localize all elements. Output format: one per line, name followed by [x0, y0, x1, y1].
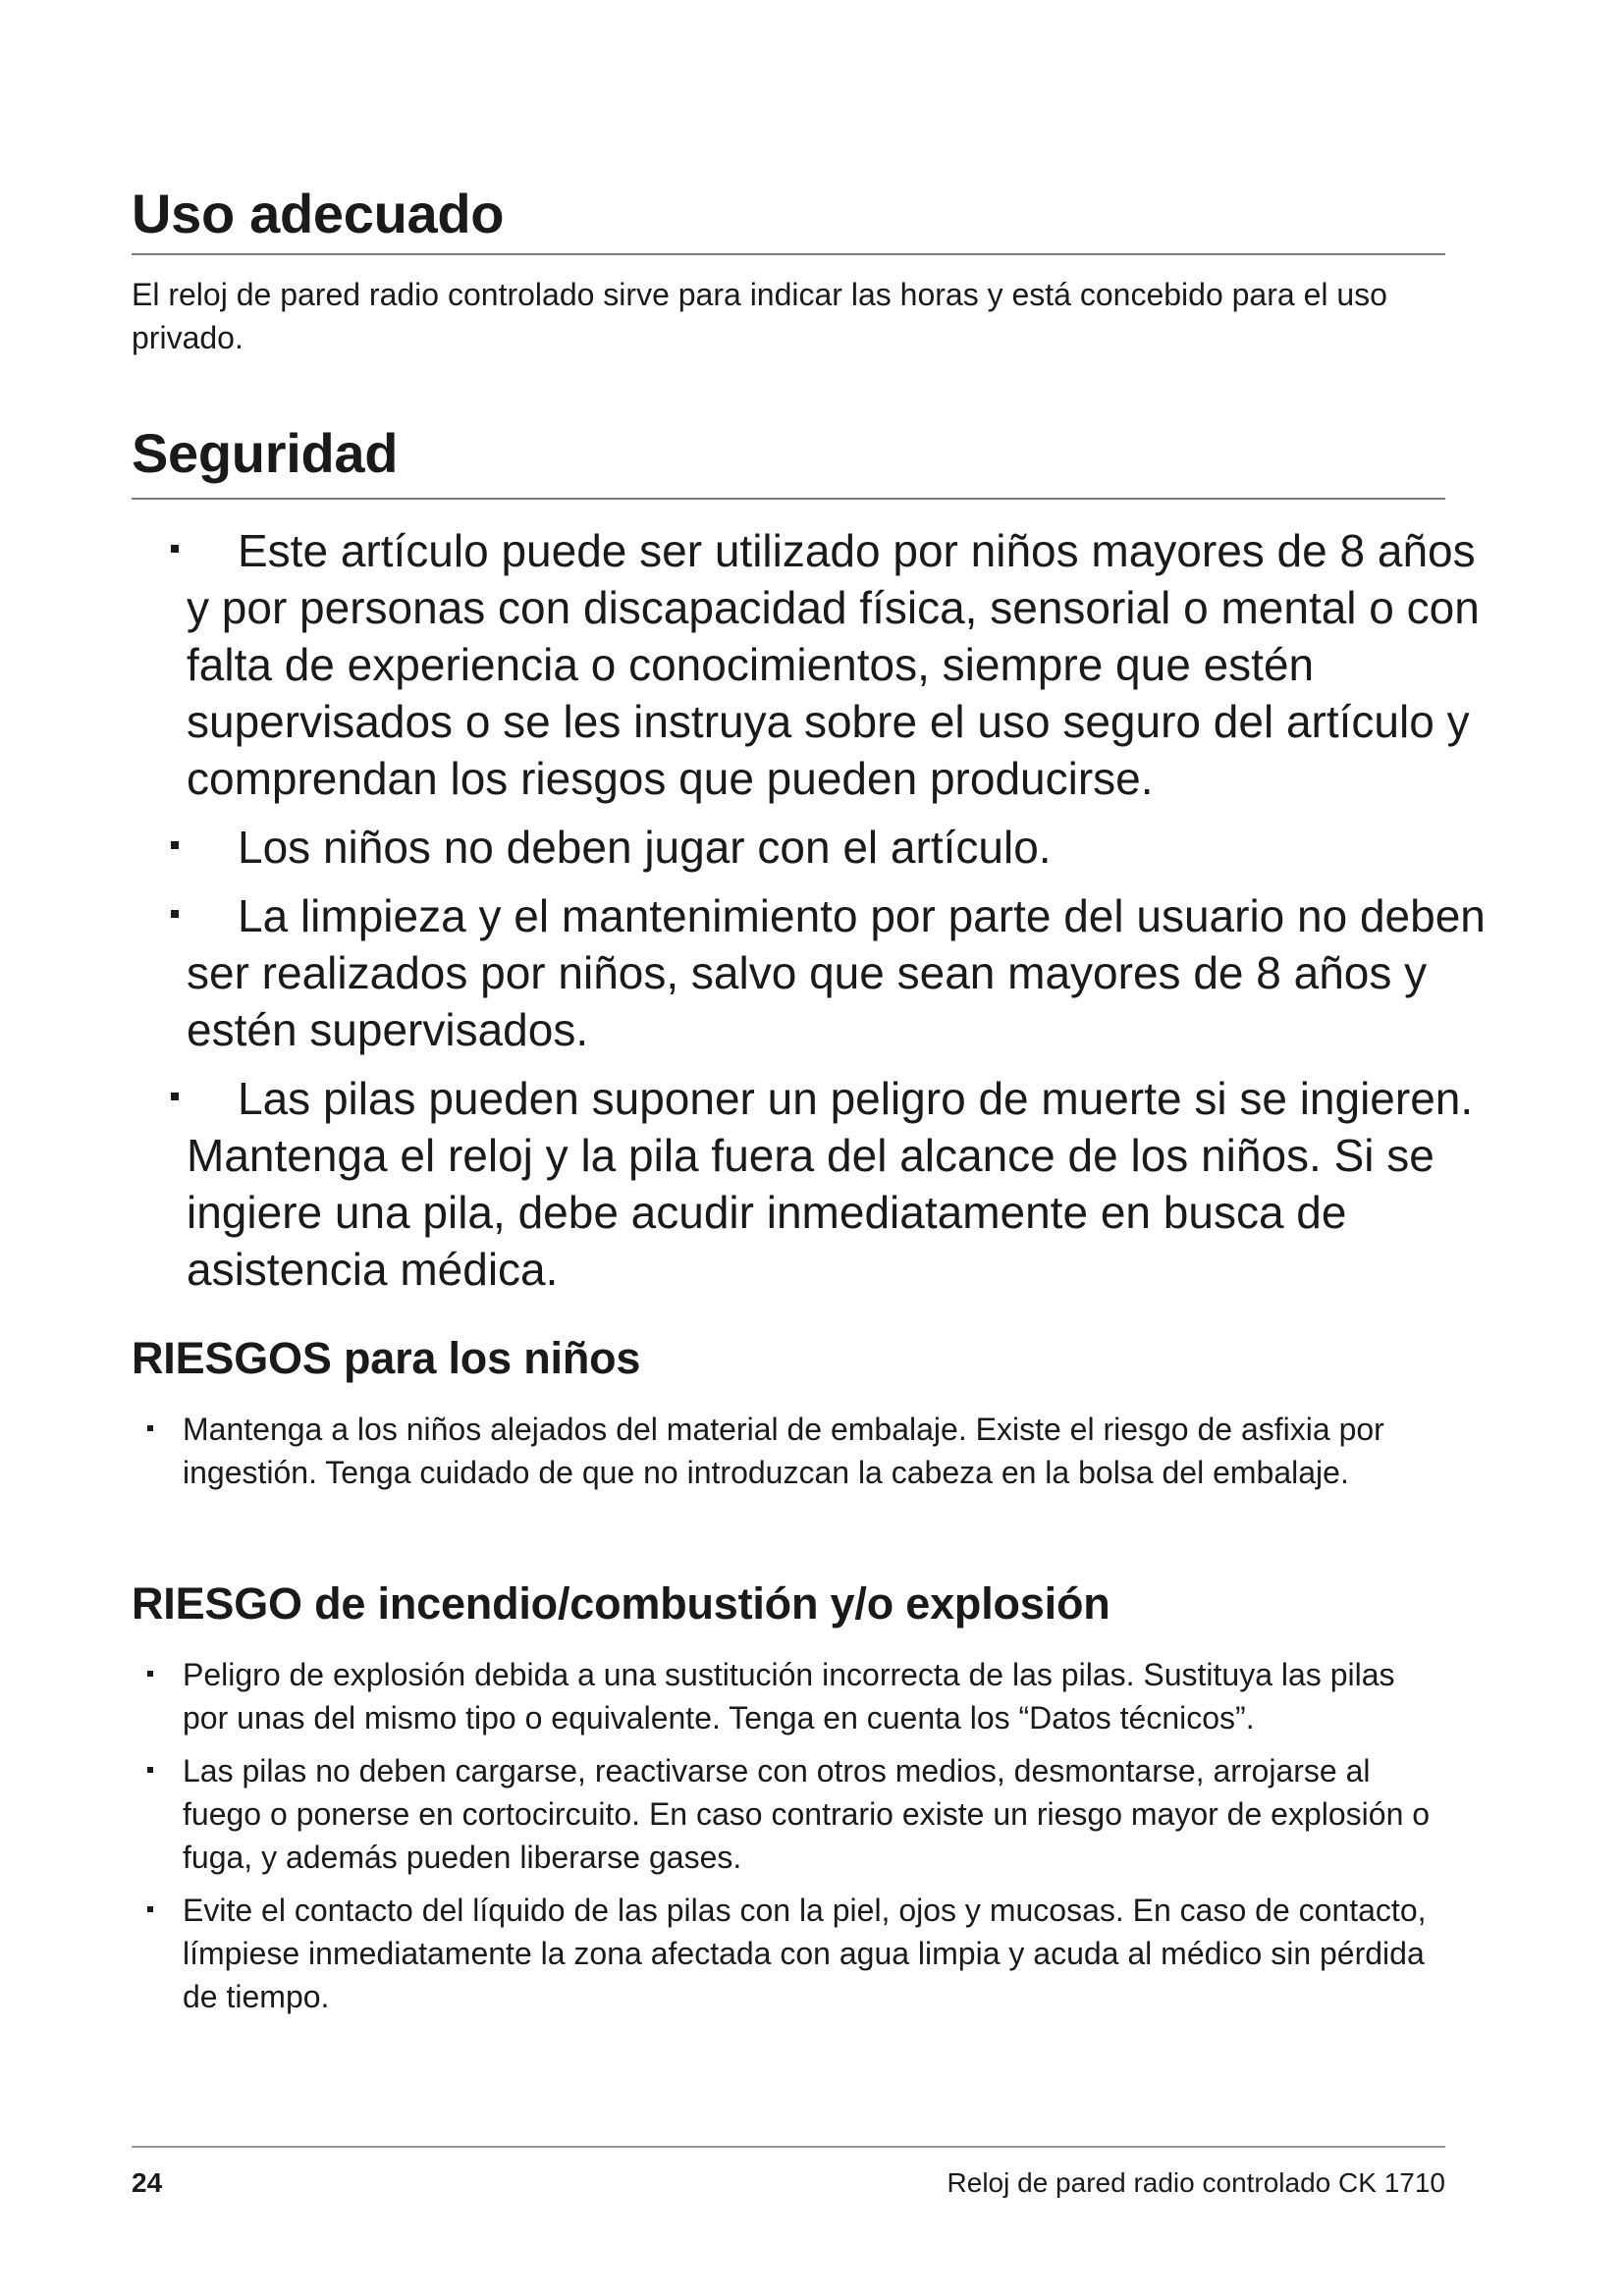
heading-uso-adecuado: Uso adecuado — [132, 183, 505, 244]
uso-paragraph: El reloj de pared radio controlado sirve para indicar las horas y está concebido para el uso privado. — [132, 277, 1387, 355]
footer-rule — [132, 2146, 1445, 2148]
heading-seguridad: Seguridad — [132, 422, 399, 484]
bullet-icon — [147, 1671, 153, 1677]
list-item: Las pilas no deben cargarse, reactivarse con otros medios, desmontarse, arrojarse al fuego o ponerse en cortocircuito. En caso contrario existe un riesgo mayor de explosión o fuga, y además pueden liberarse gases. — [132, 1749, 1447, 1879]
page-number: 24 — [132, 2167, 163, 2198]
list-item: Este artículo puede ser utilizado por niños mayores de 8 años y por personas con discapacidad física, sensorial o mental o con falta de experiencia o conocimientos, siempre que estén supervisados o se les instruya sobre el uso seguro del artículo y comprendan los riesgos que pueden producirse. — [132, 522, 1506, 807]
list-item: Las pilas pueden suponer un peligro de muerte si se ingieren. Mantenga el reloj y la pila fuera del alcance de los niños. Si se ingiere una pila, debe acudir inmediatamente en busca de asistencia médica. — [132, 1070, 1506, 1298]
heading-rule — [132, 253, 1445, 255]
seguridad-list — [132, 522, 1506, 1309]
bullet-icon — [171, 841, 179, 849]
bullet-icon — [171, 545, 179, 553]
riesgo-incendio-list — [132, 1653, 1447, 2028]
list-item: Los niños no deben jugar con el artículo. — [132, 819, 1506, 876]
heading-rule — [132, 498, 1445, 500]
riesgos-ninos-list — [132, 1408, 1447, 1504]
bullet-icon — [147, 1425, 153, 1431]
list-item: Mantenga a los niños alejados del material de embalaje. Existe el riesgo de asfixia por ingestión. Tenga cuidado de que no introduzcan la cabeza en la bolsa del embalaje. — [132, 1408, 1447, 1494]
bullet-icon — [147, 1906, 153, 1912]
list-item: Peligro de explosión debida a una sustitución incorrecta de las pilas. Sustituya las pilas por unas del mismo tipo o equivalente. Tenga en cuenta los “Datos técnicos”. — [132, 1653, 1447, 1739]
list-item: Evite el contacto del líquido de las pilas con la piel, ojos y mucosas. En caso de contacto, límpiese inmediatamente la zona afectada con agua limpia y acuda al médico sin pérdida de tiempo. — [132, 1889, 1447, 2018]
heading-riesgos-ninos: RIESGOS para los niños — [132, 1333, 641, 1383]
list-item: La limpieza y el mantenimiento por parte del usuario no deben ser realizados por niños, salvo que sean mayores de 8 años y estén supervisados. — [132, 887, 1506, 1058]
bullet-icon — [147, 1767, 153, 1773]
bullet-icon — [171, 1093, 179, 1100]
heading-riesgo-incendio: RIESGO de incendio/combustión y/o explosión — [132, 1578, 1110, 1629]
bullet-icon — [171, 910, 179, 918]
footer-title: Reloj de pared radio controlado CK 1710 — [947, 2167, 1445, 2198]
